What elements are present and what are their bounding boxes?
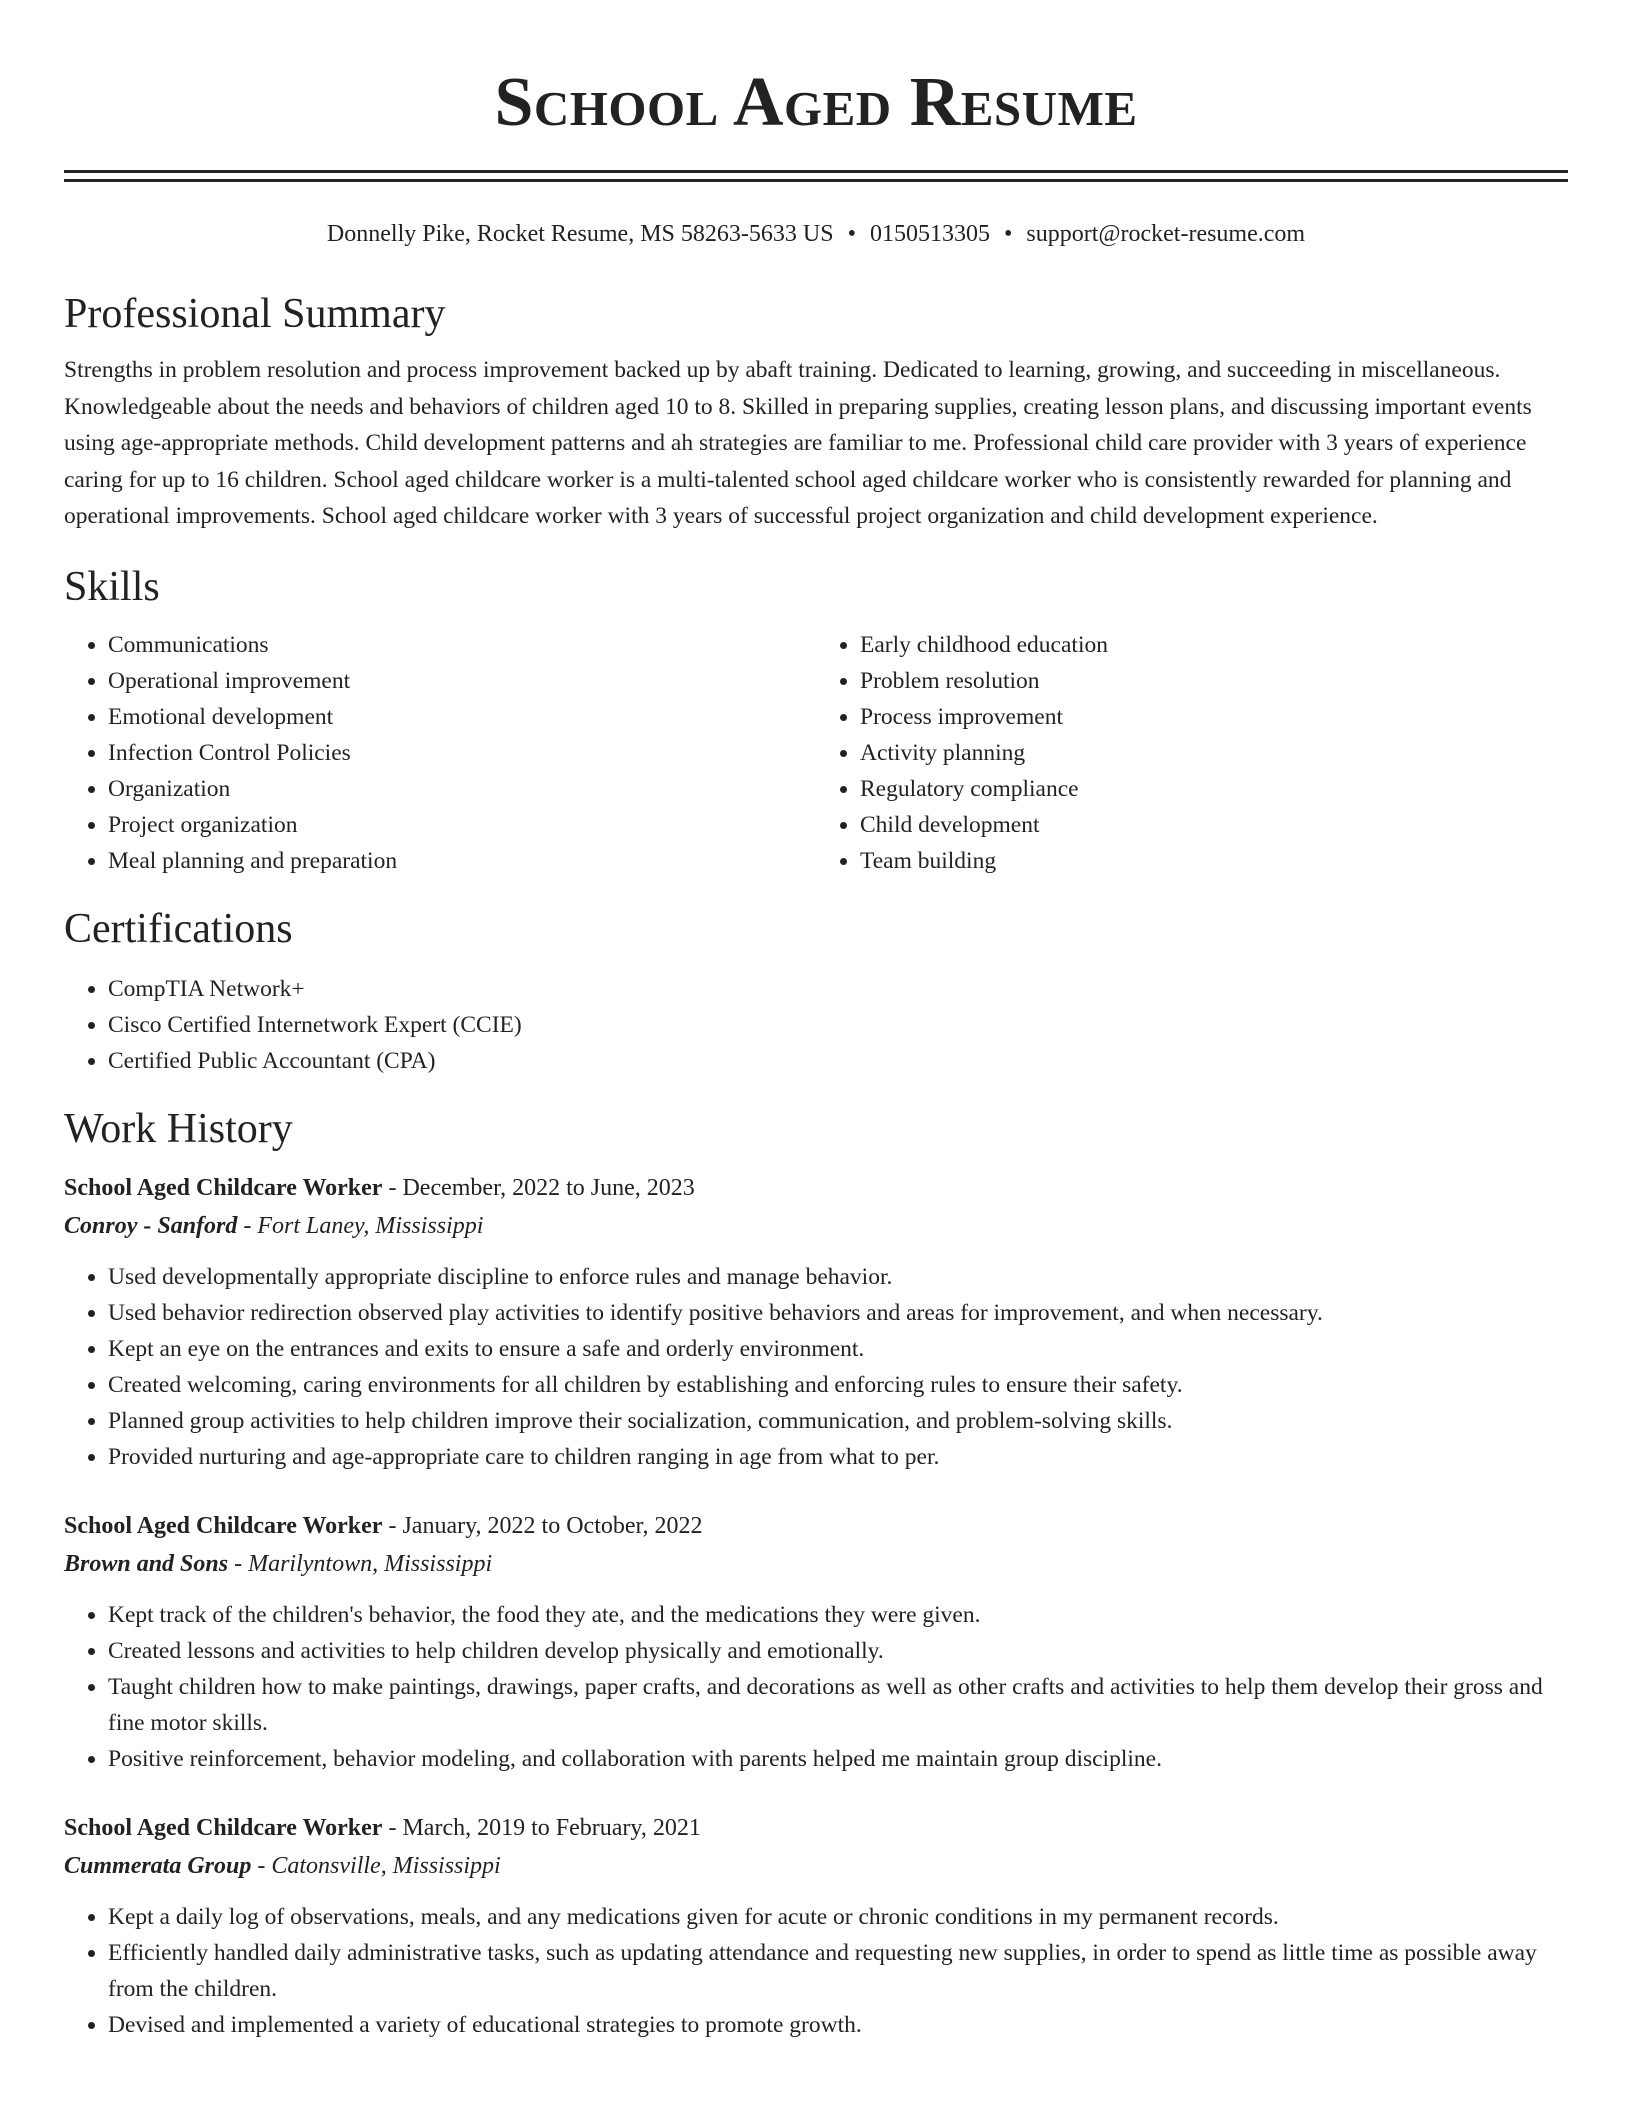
job-title: School Aged Childcare Worker: [64, 1814, 383, 1841]
skill-item: • Process improvement: [860, 699, 1568, 735]
job-bullet: • Used developmentally appropriate discipline to enforce rules and manage behavior.: [108, 1259, 1568, 1295]
job-bullet: • Kept an eye on the entrances and exits to ensure a safe and orderly environment.: [108, 1331, 1568, 1367]
title-divider-bottom: [64, 179, 1568, 182]
skill-item: • Team building: [860, 843, 1568, 879]
certifications-heading: Certifications: [64, 905, 293, 952]
skills-list-right: [816, 627, 1568, 879]
job-company: Conroy - Sanford: [64, 1212, 238, 1239]
job-bullet: • Kept track of the children's behavior, the food they ate, and the medications they were given.: [108, 1597, 1568, 1633]
contact-line: [64, 218, 1568, 250]
skill-item: • Problem resolution: [860, 663, 1568, 699]
skill-item: • Project organization: [108, 807, 816, 843]
contact-email: support@rocket-resume.com: [1026, 221, 1306, 247]
summary-section: [64, 288, 1568, 535]
job-location: Marilyntown, Mississippi: [248, 1550, 493, 1577]
skill-item: • Infection Control Policies: [108, 735, 816, 771]
job-company: Brown and Sons: [64, 1550, 229, 1577]
job-employer: Conroy - Sanford - Fort Laney, Mississippi: [64, 1212, 484, 1239]
contact-separator: •: [847, 221, 856, 247]
job-bullet: • Devised and implemented a variety of educational strategies to promote growth.: [108, 2007, 1568, 2043]
job-company: Cummerata Group: [64, 1852, 252, 1879]
skills-columns: [64, 627, 1568, 879]
skills-section: [64, 561, 1568, 879]
skill-item: • Early childhood education: [860, 627, 1568, 663]
skill-item: • Regulatory compliance: [860, 771, 1568, 807]
job-location: Fort Laney, Mississippi: [257, 1212, 484, 1239]
certifications-section: [64, 903, 1568, 1079]
skill-item: • Child development: [860, 807, 1568, 843]
job-dates: December, 2022 to June, 2023: [402, 1174, 695, 1201]
skills-list-left: [64, 627, 816, 879]
skill-item: • Activity planning: [860, 735, 1568, 771]
job-employer: Cummerata Group - Catonsville, Mississippi: [64, 1852, 501, 1879]
skill-item: • Emotional development: [108, 699, 816, 735]
certification-item: • Cisco Certified Internetwork Expert (CCIE): [108, 1007, 1568, 1043]
skill-item: • Organization: [108, 771, 816, 807]
certification-item: • Certified Public Accountant (CPA): [108, 1043, 1568, 1079]
job-entry: [64, 1507, 1568, 1777]
job-location: Catonsville, Mississippi: [271, 1852, 501, 1879]
job-header: School Aged Childcare Worker - January, 2022 to October, 2022: [64, 1512, 703, 1539]
work-history-heading: Work History: [64, 1105, 293, 1152]
job-header: School Aged Childcare Worker - March, 2019 to February, 2021: [64, 1814, 701, 1841]
job-bullet: • Created welcoming, caring environments for all children by establishing and enforcing rules to ensure their safety.: [108, 1367, 1568, 1403]
summary-heading: Professional Summary: [64, 291, 446, 337]
resume-title: School Aged Resume: [494, 64, 1138, 141]
job-bullet: • Efficiently handled daily administrative tasks, such as updating attendance and requesting new supplies, in order to spend as little time as possible away from the children.: [108, 1935, 1568, 2007]
skills-heading: Skills: [64, 563, 160, 610]
contact-address: Donnelly Pike, Rocket Resume, MS 58263-5633 US: [326, 221, 834, 247]
certification-item: • CompTIA Network+: [108, 971, 1568, 1007]
contact-phone: 0150513305: [869, 221, 990, 247]
job-bullet: • Created lessons and activities to help children develop physically and emotionally.: [108, 1633, 1568, 1669]
job-entry: [64, 1169, 1568, 1475]
job-bullet: • Taught children how to make paintings, drawings, paper crafts, and decorations as well as other crafts and activities to help them develop their gross and fine motor skills.: [108, 1669, 1568, 1741]
skill-item: • Operational improvement: [108, 663, 816, 699]
job-bullet: • Planned group activities to help children improve their socialization, communication, and problem-solving skills.: [108, 1403, 1568, 1439]
job-entry: [64, 1809, 1568, 2043]
job-title: School Aged Childcare Worker: [64, 1174, 383, 1201]
job-bullet: • Provided nurturing and age-appropriate care to children ranging in age from what to per.: [108, 1439, 1568, 1475]
job-bullets: [64, 1259, 1568, 1475]
certifications-list: [64, 971, 1568, 1079]
job-title: School Aged Childcare Worker: [64, 1512, 383, 1539]
job-dates: January, 2022 to October, 2022: [402, 1512, 703, 1539]
job-header: School Aged Childcare Worker - December, 2022 to June, 2023: [64, 1174, 695, 1201]
title-divider-top: [64, 170, 1568, 173]
job-employer: Brown and Sons - Marilyntown, Mississippi: [64, 1550, 493, 1577]
work-history-section: [64, 1103, 1568, 2043]
job-bullets: [64, 1899, 1568, 2043]
summary-text: Strengths in problem resolution and process improvement backed up by abaft training. Dedicated to learning, growing, and succeeding in miscellaneous. Knowledgeable about the needs and behaviors of children aged 10 to 8. Skilled in preparing supplies, creating lesson plans, and discussing important events using age-appropriate methods. Child development patterns and ah strategies are familiar to me. Professional child care provider with 3 years of experience caring for up to 16 children. School aged childcare worker is a multi-talented school aged childcare worker who is consistently rewarded for planning and operational improvements. School aged childcare worker with 3 years of successful project organization and child development experience.: [64, 357, 1532, 529]
skill-item: • Meal planning and preparation: [108, 843, 816, 879]
job-bullet: • Positive reinforcement, behavior modeling, and collaboration with parents helped me maintain group discipline.: [108, 1741, 1568, 1777]
job-dates: March, 2019 to February, 2021: [402, 1814, 701, 1841]
job-bullet: • Kept a daily log of observations, meals, and any medications given for acute or chronic conditions in my permanent records.: [108, 1899, 1568, 1935]
skill-item: • Communications: [108, 627, 816, 663]
contact-separator: •: [1003, 221, 1013, 247]
job-bullets: [64, 1597, 1568, 1777]
job-bullet: • Used behavior redirection observed play activities to identify positive behaviors and areas for improvement, and when necessary.: [108, 1295, 1568, 1331]
